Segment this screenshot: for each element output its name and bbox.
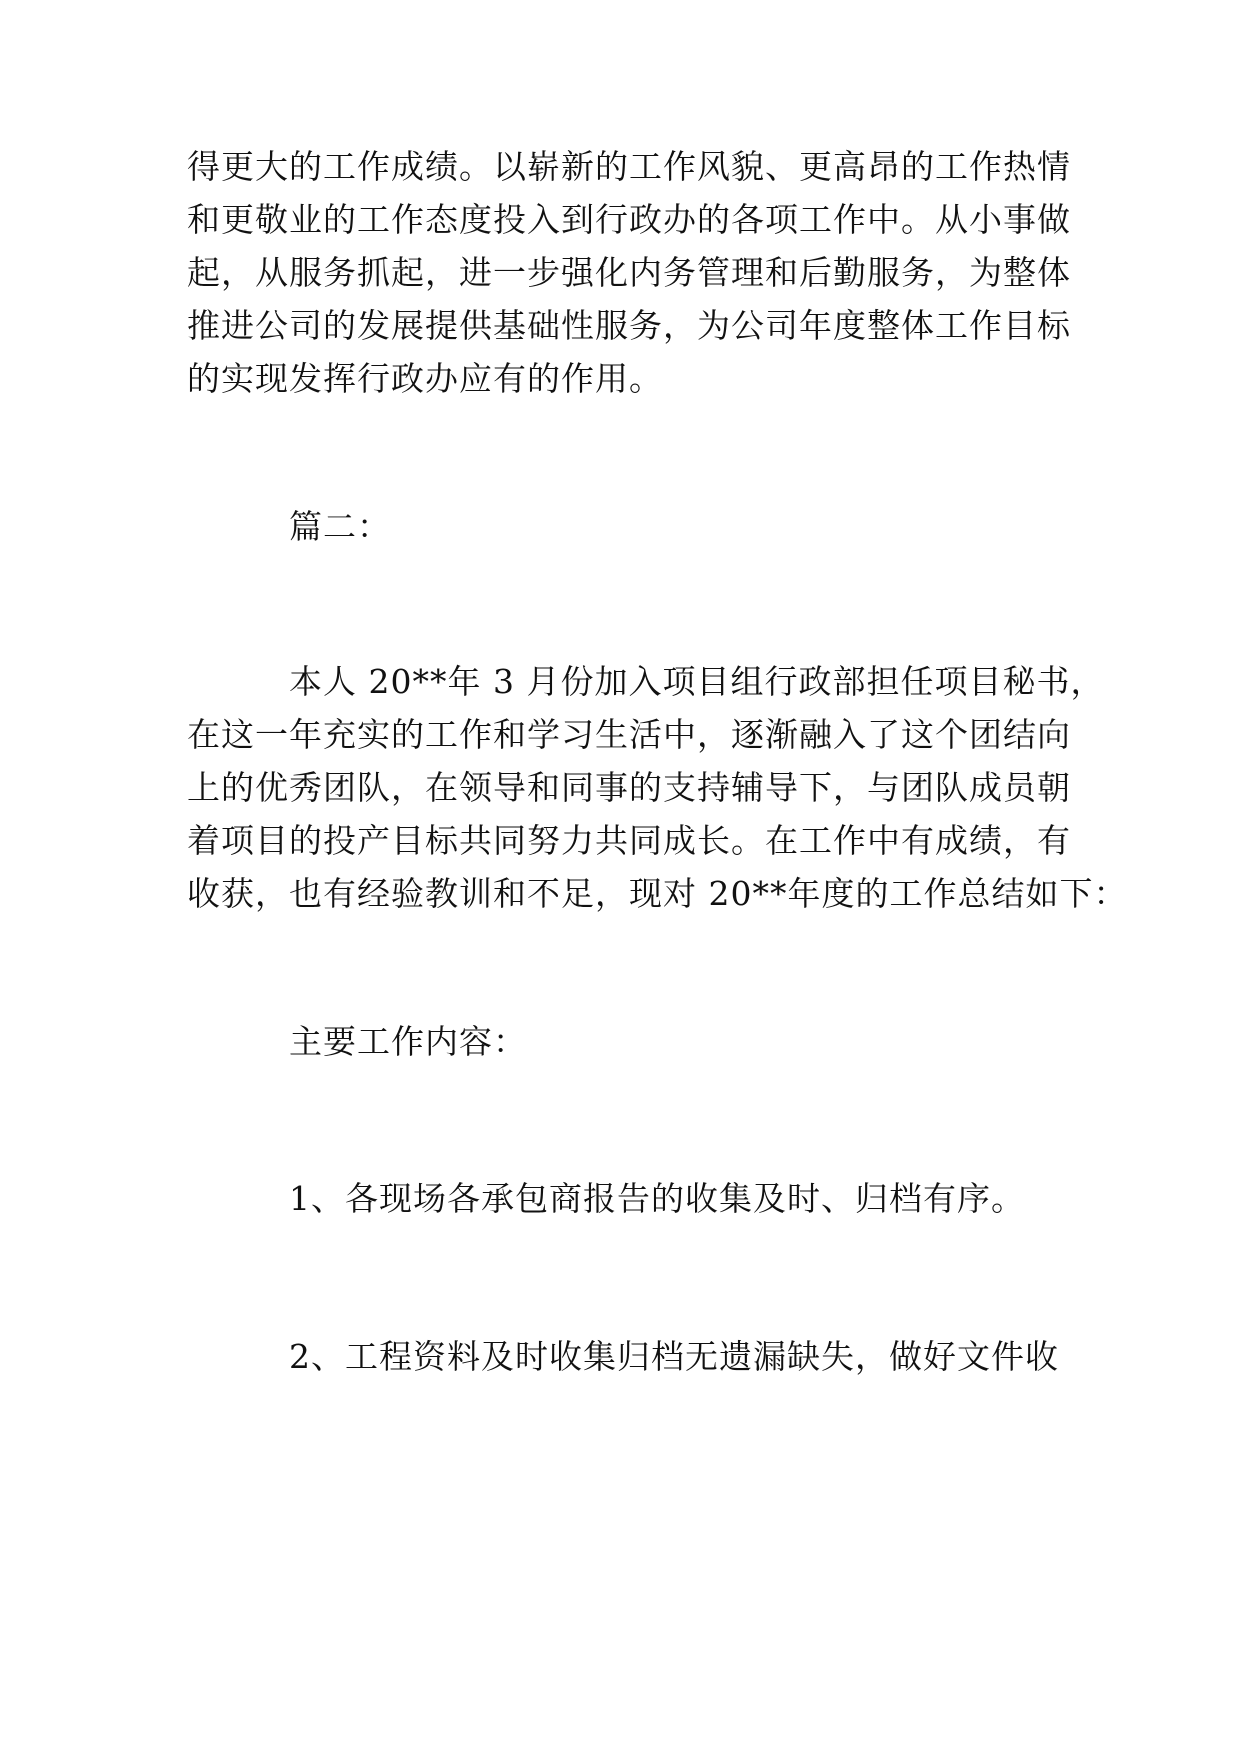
paragraph-1-line-1: 得更大的工作成绩。以崭新的工作风貌、更高昂的工作热情 [187, 147, 1071, 186]
paragraph-1 [187, 140, 1071, 405]
paragraph-2 [187, 655, 1128, 920]
paragraph-2-line-3: 上的优秀团队，在领导和同事的支持辅导下，与团队成员朝 [187, 768, 1071, 807]
paragraph-1-line-3: 起，从服务抓起，进一步强化内务管理和后勤服务，为整体 [187, 253, 1071, 292]
paragraph-2-line-2: 在这一年充实的工作和学习生活中，逐渐融入了这个团结向 [187, 715, 1071, 754]
heading-main-work: 主要工作内容： [289, 1022, 527, 1061]
paragraph-2-line-4: 着项目的投产目标共同努力共同成长。在工作中有成绩，有 [187, 821, 1071, 860]
paragraph-2-line-1: 本人 20**年 3 月份加入项目组行政部担任项目秘书， [289, 662, 1105, 701]
list-item-1: 1、各现场各承包商报告的收集及时、归档有序。 [289, 1179, 1025, 1218]
paragraph-2-line-5: 收获，也有经验教训和不足，现对 20**年度的工作总结如下： [187, 874, 1128, 913]
heading-part-two: 篇二： [289, 507, 391, 546]
list-item-2: 2、工程资料及时收集归档无遗漏缺失，做好文件收 [289, 1337, 1059, 1376]
paragraph-1-line-5: 的实现发挥行政办应有的作用。 [187, 359, 663, 398]
paragraph-1-line-4: 推进公司的发展提供基础性服务，为公司年度整体工作目标 [187, 306, 1071, 345]
paragraph-1-line-2: 和更敬业的工作态度投入到行政办的各项工作中。从小事做 [187, 200, 1071, 239]
